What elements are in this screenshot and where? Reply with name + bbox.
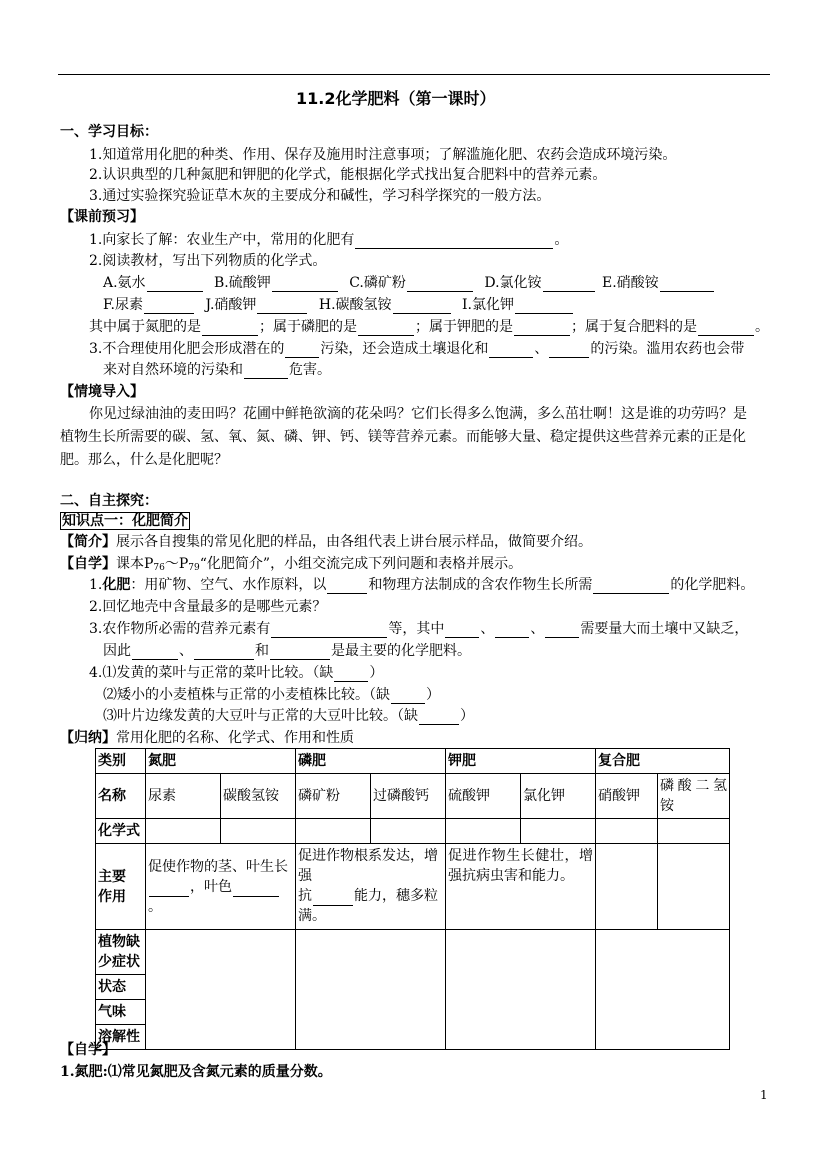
preview-heading: 【课前预习】 (60, 209, 144, 225)
goal-1: 1.知道常用化肥的种类、作用、保存及施用时注意事项；了解滥施化肥、农药会造成环境污染。 (89, 147, 677, 163)
q3-e: 需要量大而土壤中又缺乏， (580, 621, 749, 637)
question-2: 2.回忆地壳中含量最多的是哪些元素？ (89, 599, 327, 615)
answer-blank[interactable] (313, 891, 353, 906)
preview-row-2 (103, 296, 574, 314)
page-sub-1: 76 (153, 563, 165, 573)
q3-cont-d: 是最主要的化学肥料。 (331, 643, 471, 659)
self-text-a: 课本P (116, 556, 154, 572)
answer-blank[interactable] (244, 364, 288, 379)
section-heading-goals: 一、学习目标： (60, 124, 158, 140)
role-n-b: ，叶色 (190, 878, 232, 895)
formula-cell[interactable] (658, 819, 730, 844)
answer-blank[interactable] (327, 579, 367, 594)
preview-q2: 2.阅读教材，写出下列物质的化学式。 (89, 253, 327, 269)
answer-blank[interactable] (495, 623, 529, 638)
item-b: B.硫酸钾 (214, 275, 271, 291)
formula-cell[interactable] (596, 819, 658, 844)
header-rule (58, 74, 770, 75)
q3-text-c: 、 (534, 341, 549, 357)
role-nitrogen (146, 844, 296, 930)
q4-1-text: 4.⑴发黄的菜叶与正常的菜叶比较。（缺 (89, 665, 334, 681)
row-label-smell: 气味 (96, 1000, 146, 1025)
header-category: 类别 (96, 749, 146, 774)
formula-cell[interactable] (221, 819, 296, 844)
classify-end: 。 (755, 319, 769, 335)
q4-2-text: ⑵矮小的小麦植株与正常的小麦植株比较。（缺 (103, 687, 390, 703)
q3-text-a: 3.不合理使用化肥会形成潜在的 (89, 341, 285, 357)
role-n-c: 。 (148, 898, 162, 915)
answer-blank[interactable] (355, 234, 553, 249)
def-text-c: 的化学肥料。 (670, 577, 755, 593)
property-potassium[interactable] (446, 930, 596, 1050)
def-text-b: 和物理方法制成的含农作物生长所需 (368, 577, 593, 593)
row-label-formula: 化学式 (96, 819, 146, 844)
cell-potassium-chloride: 氯化钾 (521, 774, 596, 819)
answer-blank[interactable] (445, 623, 479, 638)
q3-text-b: 污染，还会造成土壤退化和 (320, 341, 489, 357)
formula-cell[interactable] (521, 819, 596, 844)
answer-blank[interactable] (285, 343, 319, 358)
def-num: 1. (89, 577, 103, 593)
answer-blank[interactable] (271, 623, 387, 638)
row-label-deficiency (96, 930, 146, 975)
brief-heading: 【简介】 (60, 534, 116, 550)
preview-row-1 (103, 274, 715, 292)
knowledge-point-1 (60, 512, 190, 530)
role-potassium: 促进作物生长健壮，增强抗病虫害和能力。 (446, 844, 596, 930)
q3-b: 等，其中 (388, 621, 445, 637)
answer-blank[interactable] (514, 321, 570, 336)
cell-ammonium-dihydrogen-phosphate: 磷酸二氢铵 (658, 774, 730, 819)
summary-line (60, 729, 354, 747)
answer-blank[interactable] (132, 645, 178, 660)
answer-blank[interactable] (257, 299, 307, 314)
cell-phosphate-rock: 磷矿粉 (296, 774, 371, 819)
answer-blank[interactable] (233, 882, 279, 897)
summary-text: 常用化肥的名称、化学式、作用和性质 (116, 730, 354, 746)
q4-3-text: ⑶叶片边缘发黄的大豆叶与正常的大豆叶比较。（缺 (103, 708, 418, 724)
self-study-heading-2: 【自学】 (60, 1042, 116, 1058)
answer-blank[interactable] (515, 299, 573, 314)
role-n-a: 促使作物的茎、叶生长 (148, 858, 288, 875)
answer-blank[interactable] (407, 277, 473, 292)
property-nitrogen[interactable] (146, 930, 296, 1050)
page-title: 11.2化学肥料（第一课时） (296, 89, 496, 108)
role-p-c: 能力，穗多粒满。 (298, 888, 438, 924)
lack-label-a: 植物缺 (98, 934, 140, 950)
item-c: C.磷矿粉 (349, 275, 406, 291)
answer-blank[interactable] (391, 689, 425, 704)
def-text-a: ：用矿物、空气、水作原料，以 (130, 577, 327, 593)
answer-blank[interactable] (698, 321, 754, 336)
preview-q1-text: 1.向家长了解：农业生产中，常用的化肥有 (89, 232, 355, 248)
role-label-b: 作用 (98, 888, 126, 905)
header-potassium: 钾肥 (446, 749, 596, 774)
answer-blank[interactable] (270, 645, 330, 660)
q3-cont-b: 危害。 (289, 362, 331, 378)
page-number: 1 (760, 1088, 768, 1102)
item-j: J.硝酸钾 (205, 297, 257, 313)
header-nitrogen: 氮肥 (146, 749, 296, 774)
cell-potassium-nitrate: 硝酸钾 (596, 774, 658, 819)
answer-blank[interactable] (272, 277, 338, 292)
q3-a: 3.农作物所必需的营养元素有 (89, 621, 271, 637)
answer-blank[interactable] (593, 579, 669, 594)
answer-blank[interactable] (334, 667, 368, 682)
row-label-solubility: 溶解性 (96, 1025, 146, 1050)
lack-label-b: 少症状 (98, 954, 140, 970)
classify-n: 其中属于氮肥的是 (89, 319, 201, 335)
fertilizer-table (95, 748, 730, 1050)
answer-blank[interactable] (144, 299, 194, 314)
answer-blank[interactable] (419, 710, 459, 725)
preview-q1 (89, 231, 568, 249)
intro-line-3: 肥。那么，什么是化肥呢？ (60, 452, 228, 468)
question-3-cont (103, 642, 471, 660)
brief-line (60, 533, 592, 551)
q3-cont-a: 来对自然环境的污染和 (103, 362, 243, 378)
intro-line-2: 植物生长所需要的碳、氢、氧、氮、磷、钾、钙、镁等营养元素。而能够大量、稳定提供这些营养元素的正是化 (60, 429, 746, 445)
question-4-3 (103, 707, 474, 725)
role-p-b: 抗 (298, 888, 312, 904)
role-p-a: 促进作物根系发达，增强 (298, 848, 438, 884)
answer-blank[interactable] (549, 343, 589, 358)
fertilizer-definition (89, 576, 754, 594)
property-compound[interactable] (596, 930, 730, 1050)
property-phosphorus[interactable] (296, 930, 446, 1050)
answer-blank[interactable] (660, 277, 714, 292)
item-d: D.氯化铵 (484, 275, 542, 291)
question-3 (89, 620, 748, 638)
formula-cell[interactable] (371, 819, 446, 844)
answer-blank[interactable] (194, 645, 254, 660)
def-term: 化肥 (102, 577, 131, 593)
q3-cont-c: 和 (255, 643, 269, 659)
preview-q3-cont (103, 361, 331, 379)
item-i: I.氯化钾 (462, 297, 514, 313)
formula-cell[interactable] (446, 819, 521, 844)
q4-3-end: ） (460, 708, 474, 724)
preview-q1-end: 。 (554, 232, 569, 248)
q3-cont-b: 、 (179, 643, 193, 659)
question-4-2 (103, 686, 440, 704)
role-compound[interactable] (658, 844, 730, 930)
classify-k: ；属于钾肥的是 (415, 319, 513, 335)
preview-q3 (89, 340, 744, 358)
nitrogen-fertilizer-heading: 1.氮肥:⑴常见氮肥及含氮元素的质量分数。 (60, 1064, 332, 1080)
item-f: F.尿素 (103, 297, 143, 313)
role-label-a: 主要 (98, 868, 126, 885)
header-phosphorus: 磷肥 (296, 749, 446, 774)
goal-3: 3.通过实验探究验证草木灰的主要成分和碱性，学习科学探究的一般方法。 (89, 188, 551, 204)
row-label-name: 名称 (96, 774, 146, 819)
intro-heading: 【情境导入】 (60, 384, 144, 400)
formula-cell[interactable] (146, 819, 221, 844)
brief-text: 展示各自搜集的常见化肥的样品，由各组代表上讲台展示样品，做简要介绍。 (116, 534, 592, 550)
answer-blank[interactable] (149, 882, 189, 897)
goal-2: 2.认识典型的几种氮肥和钾肥的化学式，能根据化学式找出复合肥料中的营养元素。 (89, 167, 607, 183)
cell-superphosphate: 过磷酸钙 (371, 774, 446, 819)
answer-blank[interactable] (489, 343, 533, 358)
cell-potassium-sulfate: 硫酸钾 (446, 774, 521, 819)
answer-blank[interactable] (543, 277, 595, 292)
summary-heading: 【归纳】 (60, 730, 116, 746)
preview-classify (89, 318, 769, 336)
section-heading-explore: 二、自主探究： (60, 493, 158, 509)
item-e: E.硝酸铵 (601, 275, 659, 291)
role-phosphorus (296, 844, 446, 930)
q4-1-end: ） (369, 665, 384, 681)
q3-c: 、 (480, 621, 495, 637)
self-study-line (60, 555, 522, 577)
page-sub-2: 79 (188, 563, 200, 573)
classify-p: ；属于磷肥的是 (259, 319, 357, 335)
cell-ammonium-bicarbonate: 碳酸氢铵 (221, 774, 296, 819)
row-label-state: 状态 (96, 975, 146, 1000)
question-4-1 (89, 664, 383, 682)
answer-blank[interactable] (147, 277, 203, 292)
intro-line-1: 你见过绿油油的麦田吗？花圃中鲜艳欲滴的花朵吗？它们长得多么饱满，多么茁壮啊！这是谁的功劳吗？是 (89, 406, 747, 422)
self-study-heading: 【自学】 (60, 556, 116, 572)
cell-urea: 尿素 (146, 774, 221, 819)
answer-blank[interactable] (393, 299, 451, 314)
classify-compound: ；属于复合肥料的是 (571, 319, 697, 335)
role-compound[interactable] (596, 844, 658, 930)
answer-blank[interactable] (545, 623, 579, 638)
item-h: H.碳酸氢铵 (318, 297, 392, 313)
knowledge-point-label: 知识点一：化肥简介 (62, 513, 188, 529)
q3-text-d: 的污染。滥用农药也会带 (590, 341, 745, 357)
formula-cell[interactable] (296, 819, 371, 844)
self-text-b: ～P (164, 556, 189, 572)
answer-blank[interactable] (358, 321, 414, 336)
answer-blank[interactable] (202, 321, 258, 336)
row-label-role (96, 844, 146, 930)
self-text-c: “化肥简介”，小组交流完成下列问题和表格并展示。 (199, 556, 523, 572)
item-a: A.氨水 (103, 275, 146, 291)
q3-d: 、 (530, 621, 545, 637)
q4-2-end: ） (426, 687, 440, 703)
q3-cont-a: 因此 (103, 643, 131, 659)
header-compound: 复合肥 (596, 749, 730, 774)
